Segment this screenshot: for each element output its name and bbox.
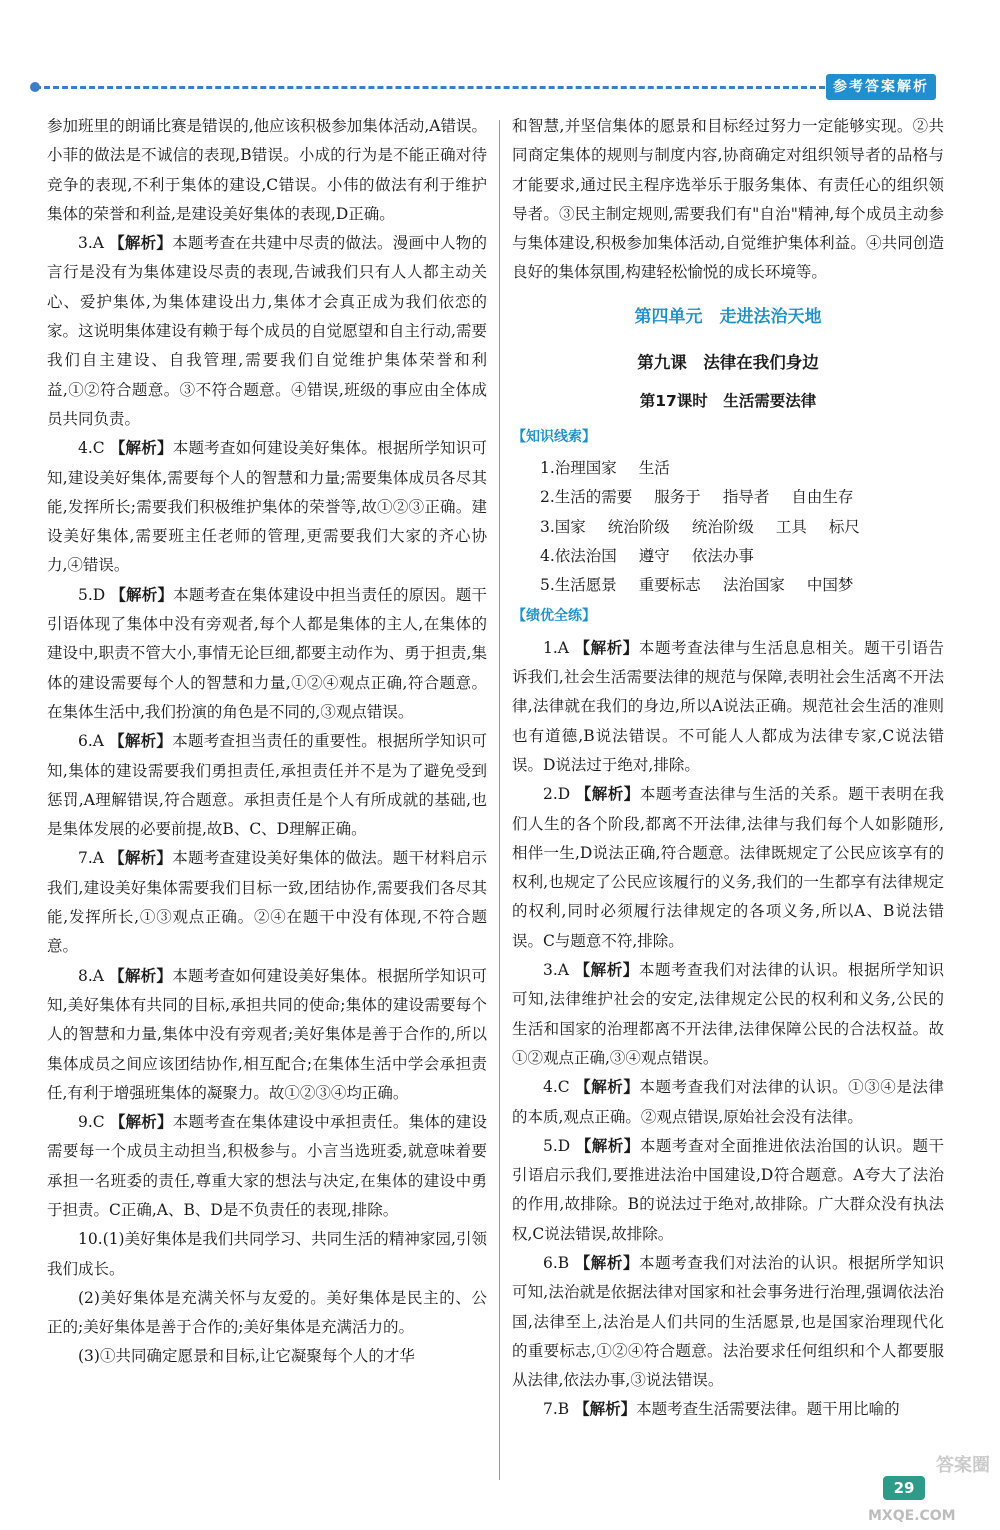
answer-10-2: (2)美好集体是充满关怀与友爱的。美好集体是民主的、公正的;美好集体是善于合作的;美好集体是充满活力的。 (47, 1288, 487, 1337)
section-knowledge: 【知识线索】 (512, 428, 596, 445)
column-divider (499, 120, 500, 1480)
answer-1: 1.A 【解析】本题考查法律与生活息息相关。题干引语告诉我们,社会生活需要法律的规范与保障,表明社会生活离不开法律,法律就在我们的身边,所以A说法正确。规范社会生活的准则也有道德,B说法错误。不可能人人都成为法律专家,C说法错误。D说法过于绝对,排除。 (512, 638, 944, 774)
period-title: 第17课时 生活需要法律 (639, 392, 817, 411)
left-column (47, 112, 487, 1372)
list-item: 5.生活愿景 重要标志 法治国家 中国梦 (540, 576, 854, 595)
paragraph: 和智慧,并坚信集体的愿景和目标经过努力一定能够实现。②共同商定集体的规则与制度内容,协商确定对组织领导者的品格与才能要求,通过民主程序选举乐于服务集体、有责任心的组织领导者。③民主制定规则,需要我们有"自治"精神,每个成员主动参与集体建设,积极参加集体活动,自觉维护集体利益。④共同创造良好的集体氛围,构建轻松愉悦的成长环境等。 (512, 117, 944, 282)
answer-8: 8.A 【解析】本题考查如何建设美好集体。根据所学知识可知,美好集体有共同的目标,承担共同的使命;集体的建设需要每个人的智慧和力量,集体中没有旁观者;美好集体是善于合作的,所以集体成员之间应该团结协作,相互配合;在集体生活中学会承担责任,有利于增强班集体的凝聚力。故①②③④均正确。 (47, 966, 487, 1102)
header-badge: 参考答案解析 (826, 74, 936, 100)
answer-4: 4.C 【解析】本题考查我们对法律的认识。①③④是法律的本质,观点正确。②观点错误,原始社会没有法律。 (512, 1078, 944, 1126)
watermark-logo: 答案圈 MXQE.COM (930, 1455, 996, 1525)
answer-6: 6.A 【解析】本题考查担当责任的重要性。根据所学知识可知,集体的建设需要我们勇担责任,承担责任并不是为了避免受到惩罚,A理解错误,符合题意。承担责任是个人有所成就的基础,也是集体发展的必要前提,故B、C、D理解正确。 (47, 732, 487, 839)
list-item: 1.治理国家 生活 (540, 458, 670, 477)
watermark-url: MXQE.COM (868, 1508, 956, 1524)
paragraph: 参加班里的朗诵比赛是错误的,他应该积极参加集体活动,A错误。小菲的做法是不诚信的表现,B错误。小成的行为是不能正确对待竞争的表现,不利于集体的建设,C错误。小伟的做法有利于维护集体的荣誉和利益,是建设美好集体的表现,D正确。 (47, 117, 487, 223)
lesson-title: 第九课 法律在我们身边 (637, 353, 819, 373)
answer-10-3: (3)①共同确定愿景和目标,让它凝聚每个人的才华 (78, 1347, 415, 1366)
list-item: 3.国家 统治阶级 统治阶级 工具 标尺 (540, 517, 860, 536)
answer-9: 9.C 【解析】本题考查在集体建设中承担责任。集体的建设需要每一个成员主动担当,积极参与。小言当选班委,就意味着要承担一名班委的责任,尊重大家的想法与决定,在集体的建设中勇于担责。C正确,A、B、D是不负责任的表现,排除。 (47, 1113, 487, 1219)
header-dashed-line (35, 86, 825, 89)
answer-2: 2.D 【解析】本题考查法律与生活的关系。题干表明在我们人生的各个阶段,都离不开法律,法律与我们每个人如影随形,相伴一生,D说法正确,符合题意。法律既规定了公民应该享有的权利,也规定了公民应该履行的义务,我们的一生都享有法律规定的权利,同时必须履行法律规定的各项义务,所以A、B说法错误。C与题意不符,排除。 (512, 785, 944, 950)
answer-3: 3.A 【解析】本题考查我们对法律的认识。根据所学知识可知,法律维护社会的安定,法律规定公民的权利和义务,公民的生活和国家的治理都离不开法律,法律保障公民的合法权益。故①②观点正确,③④观点错误。 (512, 961, 944, 1067)
answer-7: 7.A 【解析】本题考查建设美好集体的做法。题干材料启示我们,建设美好集体需要我们目标一致,团结协作,需要我们各尽其能,发挥所长,①③观点正确。②④在题干中没有体现,不符合题意。 (47, 849, 487, 956)
knowledge-list (512, 454, 944, 600)
right-column (512, 112, 944, 1425)
list-item: 2.生活的需要 服务于 指导者 自由生存 (540, 488, 854, 507)
answer-10-1: 10.(1)美好集体是我们共同学习、共同生活的精神家园,引领我们成长。 (47, 1230, 487, 1278)
answer-5: 5.D 【解析】本题考查对全面推进依法治国的认识。题干引语启示我们,要推进法治中国建设,D符合题意。A夸大了法治的作用,故排除。B的说法过于绝对,故排除。广大群众没有执法权,C说法错误,故排除。 (512, 1136, 944, 1243)
answer-5: 5.D 【解析】本题考查在集体建设中担当责任的原因。题干引语体现了集体中没有旁观者,每个人都是集体的主人,在集体的建设中,职责不管大小,事情无论巨细,都要主动作为、勇于担责,集体的建设需要每个人的智慧和力量,①②④观点正确,符合题意。在集体生活中,我们扮演的角色是不同的,③观点错误。 (47, 585, 487, 721)
section-practice: 【绩优全练】 (512, 608, 596, 625)
unit-title: 第四单元 走进法治天地 (634, 306, 822, 327)
answer-7: 7.B 【解析】本题考查生活需要法律。题干用比喻的 (543, 1400, 900, 1419)
page-number: 29 (883, 1476, 925, 1500)
answer-6: 6.B 【解析】本题考查我们对法治的认识。根据所学知识可知,法治就是依据法律对国家和社会事务进行治理,强调依法治国,法律至上,法治是人们共同的生活愿景,也是国家治理现代化的重要标志,①②④符合题意。法治要求任何组织和个人都要服从法律,依法办事,③说法错误。 (512, 1253, 944, 1390)
list-item: 4.依法治国 遵守 依法办事 (540, 546, 754, 565)
answer-4: 4.C 【解析】本题考查如何建设美好集体。根据所学知识可知,建设美好集体,需要每个人的智慧和力量;需要集体成员各尽其能,发挥所长;需要我们积极维护集体的荣誉等,故①②③正确。建设美好集体,需要班主任老师的管理,更需要我们大家的齐心协力,④错误。 (47, 439, 487, 575)
answer-3: 3.A 【解析】本题考查在共建中尽责的做法。漫画中人物的言行是没有为集体建设尽责的表现,告诫我们只有人人都主动关心、爱护集体,为集体建设出力,集体才会真正成为我们依恋的家。这说明集体建设有赖于每个成员的自觉愿望和自主行动,需要我们自主建设、自我管理,需要我们自觉维护集体荣誉和利益,①②符合题意。③不符合题意。④错误,班级的事应由全体成员共同负责。 (47, 234, 487, 428)
